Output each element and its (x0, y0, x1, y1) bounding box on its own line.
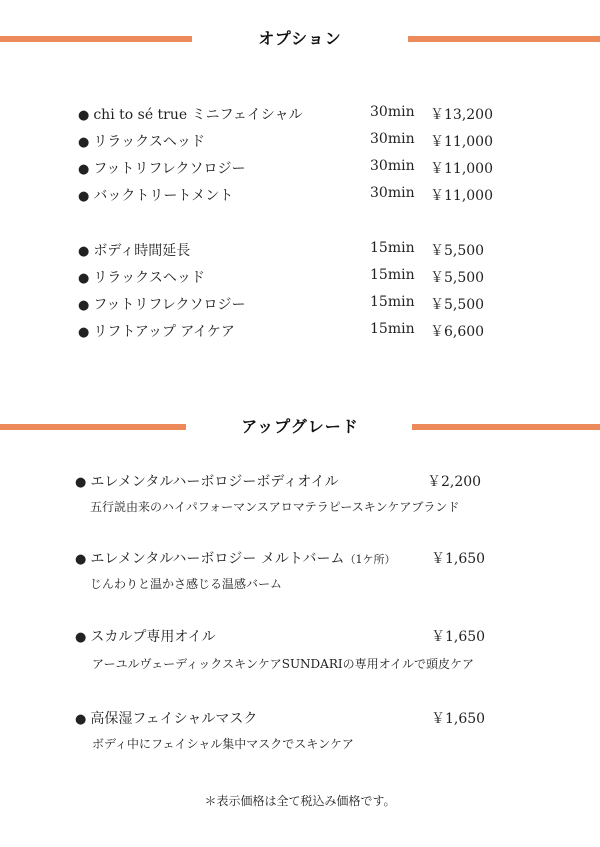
option-duration: 30min (370, 185, 415, 201)
bullet-icon: ● (75, 630, 87, 645)
option-label: バックトリートメント (93, 188, 234, 204)
option-duration: 30min (370, 158, 415, 174)
option-price: ￥5,500 (430, 243, 485, 259)
bullet-icon: ● (78, 189, 90, 204)
upgrade-sub: （1ケ所） (344, 553, 396, 566)
upgrade-price: ￥1,650 (431, 551, 486, 567)
accent-bar-right (412, 424, 600, 430)
upgrade-price: ￥2,200 (427, 474, 482, 490)
bullet-icon: ● (75, 712, 87, 727)
option-duration: 15min (370, 321, 415, 337)
upgrade-price: ￥1,650 (431, 711, 486, 727)
option-label: リラックスヘッド (93, 270, 205, 286)
option-price: ￥11,000 (430, 161, 493, 177)
upgrade-description: じんわりと温かさ感じる温感バーム (90, 577, 283, 591)
bullet-icon: ● (78, 298, 90, 313)
option-price: ￥13,200 (430, 107, 493, 123)
bullet-icon: ● (78, 108, 90, 123)
upgrade-label: エレメンタルハーボロジー メルトバーム (90, 551, 345, 567)
options-header (0, 24, 600, 54)
upgrade-label: エレメンタルハーボロジーボディオイル (90, 474, 339, 490)
upgrade-description: ボディ中にフェイシャル集中マスクでスキンケア (92, 737, 354, 751)
option-price: ￥6,600 (430, 324, 485, 340)
option-duration: 15min (370, 240, 415, 256)
upgrade-price: ￥1,650 (431, 629, 486, 645)
tax-note: ＊表示価格は全て税込み価格です。 (204, 794, 396, 808)
bullet-icon: ● (78, 135, 90, 150)
option-label: フットリフレクソロジー (93, 297, 246, 313)
accent-bar-right (408, 36, 600, 42)
bullet-icon: ● (78, 325, 90, 340)
upgrade-description: アーユルヴェーディックスキンケアSUNDARIの専用オイルで頭皮ケア (92, 657, 475, 671)
option-label: chi to sé true ミニフェイシャル (93, 107, 303, 123)
bullet-icon: ● (78, 244, 90, 259)
option-price: ￥11,000 (430, 188, 493, 204)
option-price: ￥5,500 (430, 270, 485, 286)
option-duration: 15min (370, 267, 415, 283)
option-label: リラックスヘッド (93, 134, 205, 150)
option-label: ボディ時間延長 (93, 243, 191, 259)
option-label: リフトアップ アイケア (93, 324, 235, 340)
option-duration: 30min (370, 104, 415, 120)
option-duration: 30min (370, 131, 415, 147)
option-price: ￥11,000 (430, 134, 493, 150)
option-label: フットリフレクソロジー (93, 161, 246, 177)
option-duration: 15min (370, 294, 415, 310)
bullet-icon: ● (78, 162, 90, 177)
upgrade-description: 五行説由来のハイパフォーマンスアロマテラピースキンケアブランド (90, 500, 460, 514)
option-price: ￥5,500 (430, 297, 485, 313)
bullet-icon: ● (75, 475, 87, 490)
upgrades-header (0, 412, 600, 442)
upgrade-label: スカルプ専用オイル (90, 629, 216, 645)
options-title: オプション (258, 29, 342, 48)
bullet-icon: ● (75, 552, 87, 567)
bullet-icon: ● (78, 271, 90, 286)
upgrades-title: アップグレード (241, 417, 359, 436)
upgrade-label: 高保湿フェイシャルマスク (90, 711, 258, 727)
